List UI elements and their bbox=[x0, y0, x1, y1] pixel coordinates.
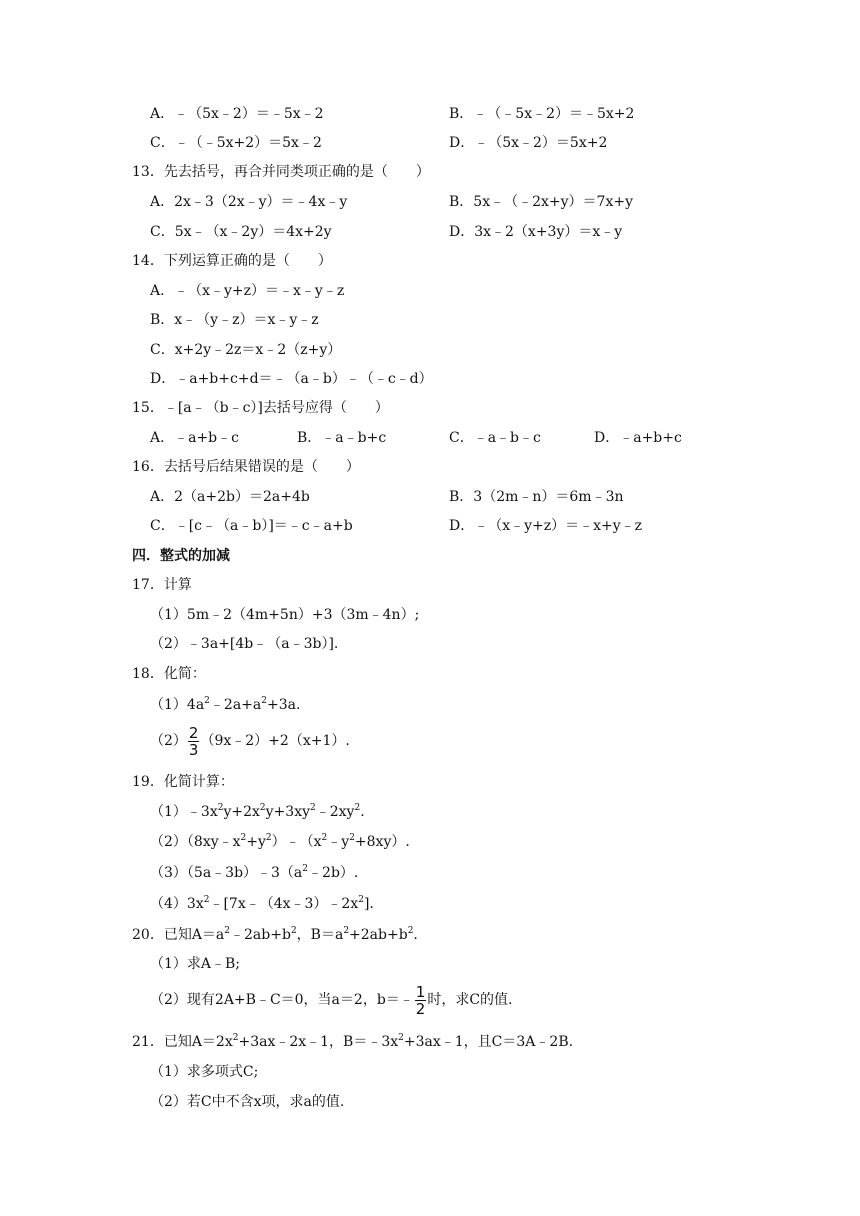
q21-part-2: （2）若C中不含x项，求a的值. bbox=[150, 1094, 345, 1110]
q14-option-c: C．x+2y﹣2z＝x﹣2（z+y） bbox=[150, 342, 342, 358]
q15-option-b: B．﹣a﹣b+c bbox=[297, 430, 387, 446]
q16-option-a: A．2（a+2b）＝2a+4b bbox=[150, 489, 310, 505]
q12-option-c: C．﹣（﹣5x+2）＝5x﹣2 bbox=[150, 135, 322, 151]
fraction-two-thirds: $\frac{2}{3}$ bbox=[188, 723, 199, 759]
q19-stem: 19．化简计算： bbox=[132, 774, 234, 790]
q16-stem: 16．去括号后结果错误的是（ ） bbox=[132, 459, 360, 475]
q20-stem: 20．已知$A=a^2﹣2ab+b^2$，$B=a^2+2ab+b^2$. bbox=[132, 926, 418, 943]
q15-option-a: A．﹣a+b﹣c bbox=[150, 430, 239, 446]
q19-part-4: $(4)3x^2﹣[7x﹣(4x﹣3)﹣2x^2]$. bbox=[150, 895, 374, 912]
q21-stem: 21．已知$A=2x^2+3ax﹣2x﹣1$，$B=﹣3x^2+3ax﹣1$，且C＝3A﹣2B. bbox=[132, 1033, 574, 1050]
q12-option-b: B．﹣（﹣5x﹣2）＝﹣5x+2 bbox=[449, 106, 635, 122]
q16-option-c: C．﹣[c﹣（a﹣b）]＝﹣c﹣a+b bbox=[150, 518, 353, 534]
q17-stem: 17．计算 bbox=[132, 577, 192, 593]
q14-stem: 14．下列运算正确的是（ ） bbox=[132, 253, 332, 269]
q16-option-d: D．﹣（x﹣y+z）＝﹣x+y﹣z bbox=[449, 518, 643, 534]
q13-stem: 13．先去括号，再合并同类项正确的是（ ） bbox=[132, 164, 430, 180]
q17-part-2: （2）﹣3a+[4b﹣（a﹣3b）]. bbox=[150, 636, 339, 652]
fraction-one-half: $\frac{1}{2}$ bbox=[415, 982, 426, 1018]
q19-part-3: $(3)(5a﹣3b)﹣3(a^2﹣2b)$. bbox=[150, 864, 359, 881]
q15-option-c: C．﹣a﹣b﹣c bbox=[449, 430, 541, 446]
q19-part-1: $(1)﹣3x^2y+2x^2y+3xy^2﹣2xy^2$. bbox=[150, 803, 365, 820]
q18-part-2: （2） $\frac{2}{3}$ （9x﹣2）+2（x+1）. bbox=[150, 723, 350, 759]
q13-option-c: C．5x﹣（x﹣2y）＝4x+2y bbox=[150, 224, 332, 240]
q19-part-2: $(2)(8xy﹣x^2+y^2)﹣(x^2﹣y^2+8xy)$. bbox=[150, 833, 410, 850]
q15-stem: 15．﹣[a﹣（b﹣c）]去括号应得（ ） bbox=[132, 400, 389, 416]
q14-option-a: A．﹣（x﹣y+z）＝﹣x﹣y﹣z bbox=[150, 283, 345, 299]
q20-part-2: （2）现有2A+B﹣C＝0，当a＝2，b＝﹣ $\frac{1}{2}$ 时，求C的值. bbox=[150, 982, 513, 1018]
q17-part-1: （1）5m﹣2（4m+5n）+3（3m﹣4n）; bbox=[150, 607, 420, 623]
q20-part-1: （1）求A﹣B; bbox=[150, 956, 241, 972]
q12-option-a: A．﹣（5x﹣2）＝﹣5x﹣2 bbox=[150, 106, 324, 122]
q15-option-d: D．﹣a+b+c bbox=[594, 430, 682, 446]
q18-stem: 18．化简： bbox=[132, 666, 206, 682]
q12-option-d: D．﹣（5x﹣2）＝5x+2 bbox=[449, 135, 608, 151]
q21-part-1: （1）求多项式C; bbox=[150, 1064, 259, 1080]
q14-option-b: B．x﹣（y﹣z）＝x﹣y﹣z bbox=[150, 312, 319, 328]
q16-option-b: B．3（2m﹣n）＝6m﹣3n bbox=[449, 489, 624, 505]
section-heading: 四．整式的加减 bbox=[132, 548, 230, 564]
q13-option-d: D．3x﹣2（x+3y）＝x﹣y bbox=[449, 224, 623, 240]
q18-part-1: $(1)4a^2﹣2a+a^2+3a$. bbox=[150, 696, 301, 713]
q13-option-a: A．2x﹣3（2x﹣y）＝﹣4x﹣y bbox=[150, 194, 348, 210]
q14-option-d: D．﹣a+b+c+d＝﹣（a﹣b）﹣（﹣c﹣d） bbox=[150, 371, 433, 387]
q13-option-b: B．5x﹣（﹣2x+y）＝7x+y bbox=[449, 194, 633, 210]
